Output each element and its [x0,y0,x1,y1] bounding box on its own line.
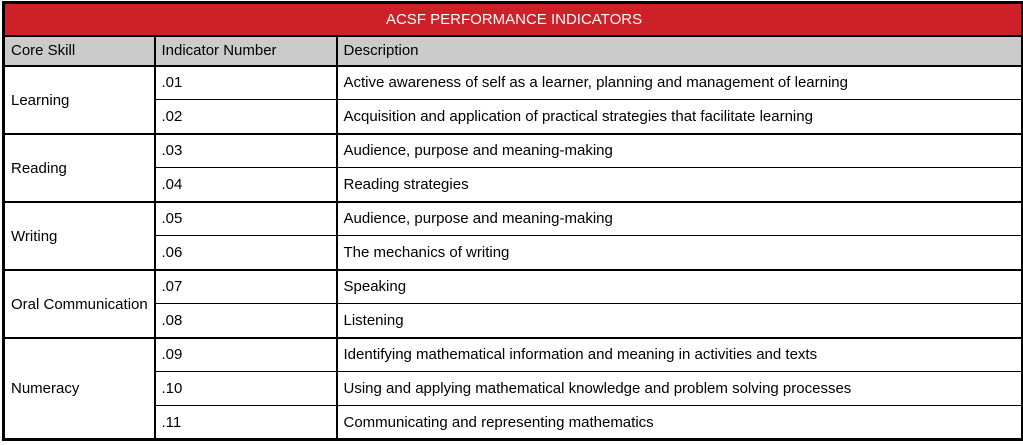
column-header-indicator-number: Indicator Number [155,36,337,66]
description-cell: Audience, purpose and meaning-making [337,202,1023,236]
indicator-number-cell: .04 [155,168,337,202]
acsf-performance-indicators-table [2,1,1023,441]
core-skill-cell-oral-communication [4,270,155,338]
core-skill-label: Numeracy [11,380,80,398]
core-skill-label: Reading [11,159,67,177]
core-skill-cell-learning [4,66,155,134]
core-skill-label: Writing [11,227,58,245]
core-skill-label: Oral Communication [11,295,148,313]
description-cell: Listening [337,304,1023,338]
table-title: ACSF PERFORMANCE INDICATORS [4,3,1023,36]
indicator-number-cell: .09 [155,338,337,372]
core-skill-label: Learning [11,91,70,109]
column-header-core-skill: Core Skill [4,36,155,66]
core-skill-cell-reading [4,134,155,202]
indicator-number-cell: .05 [155,202,337,236]
indicator-number-cell: .10 [155,372,337,406]
indicator-number-cell: .01 [155,66,337,100]
table-row [4,202,1023,236]
table-row [4,338,1023,372]
description-cell: Communicating and representing mathematics [337,406,1023,440]
column-header-row [4,36,1023,66]
indicator-number-cell: .08 [155,304,337,338]
description-cell: Using and applying mathematical knowledge and problem solving processes [337,372,1023,406]
description-cell: Active awareness of self as a learner, planning and management of learning [337,66,1023,100]
indicator-number-cell: .07 [155,270,337,304]
core-skill-cell-numeracy [4,338,155,440]
table-row [4,406,1023,440]
table-row [4,304,1023,338]
indicator-number-cell: .11 [155,406,337,440]
table-row [4,236,1023,270]
description-cell: Reading strategies [337,168,1023,202]
table-row [4,134,1023,168]
indicator-number-cell: .06 [155,236,337,270]
core-skill-cell-writing [4,202,155,270]
table-row [4,270,1023,304]
table-row [4,66,1023,100]
indicator-number-cell: .03 [155,134,337,168]
description-cell: Identifying mathematical information and meaning in activities and texts [337,338,1023,372]
description-cell: Audience, purpose and meaning-making [337,134,1023,168]
table-row [4,372,1023,406]
table-row [4,168,1023,202]
table-title-row [4,3,1023,36]
indicator-number-cell: .02 [155,100,337,134]
description-cell: Speaking [337,270,1023,304]
table-row [4,100,1023,134]
description-cell: The mechanics of writing [337,236,1023,270]
column-header-description: Description [337,36,1023,66]
description-cell: Acquisition and application of practical strategies that facilitate learning [337,100,1023,134]
